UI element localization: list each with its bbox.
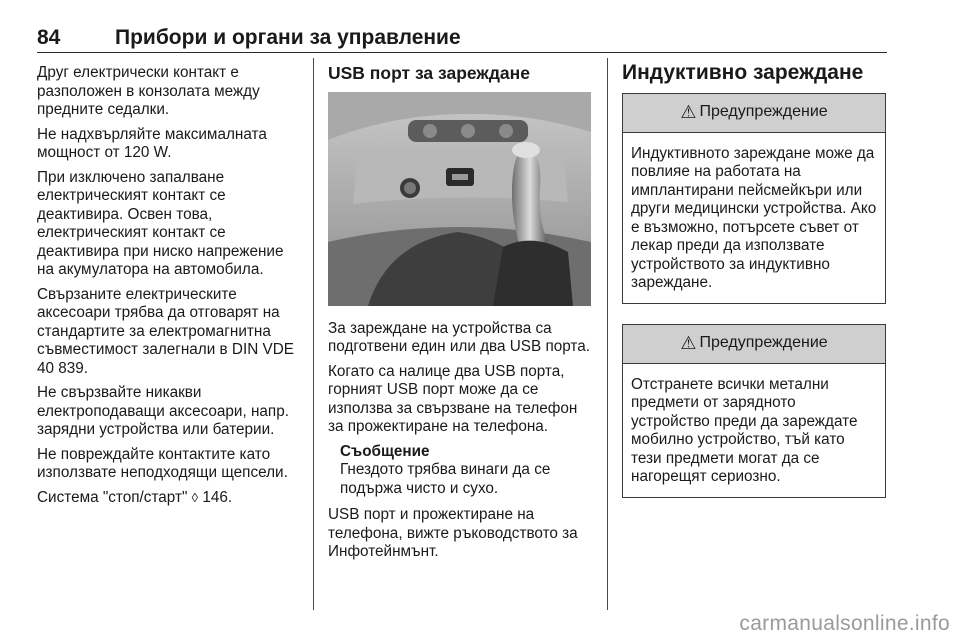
warning-text: Индуктивното зареждане може да повлияе на работата на имплантирани пейсмейкъри или други медицински устройства. Ако е възможно, потърсете съвет от лекар преди да използвате устройството за индуктивно зареждане. — [631, 144, 877, 291]
page-number: 84 — [37, 26, 61, 49]
usb-port-photo — [328, 92, 591, 306]
warning-title: Предупреждение — [699, 334, 828, 352]
paragraph: Не повреждайте контактите като използвате неподходящи щепсели. — [37, 445, 288, 481]
paragraph: Не свързвайте никакви електроподаващи аксесоари, напр. зарядни устройства или батерии. — [37, 384, 289, 438]
xref-text: Система "стоп/старт" — [37, 488, 188, 506]
section-heading-usb: USB порт за зареждане — [328, 63, 530, 83]
paragraph: Свързаните електрическите аксесоари трябва да отговарят на стандартите за електромагнитна съвместимост залегнали в DIN VDE 40 839. — [37, 285, 294, 377]
column-3 — [622, 61, 886, 518]
paragraph: За зареждане на устройства са подготвени един или два USB порта. — [328, 319, 591, 355]
warning-box — [622, 93, 886, 304]
xref-page: 146. — [202, 488, 233, 506]
section-heading-inductive: Индуктивно зареждане — [622, 61, 864, 84]
watermark[interactable]: carmanualsonline.info — [739, 612, 950, 635]
page-header — [37, 26, 887, 53]
warning-header — [623, 94, 885, 133]
column-2 — [328, 64, 596, 568]
paragraph: Не надхвърляйте максималната мощност от 120 W. — [37, 125, 267, 161]
warning-icon: ⚠ — [680, 102, 697, 123]
column-divider — [313, 58, 314, 610]
warning-header — [623, 325, 885, 364]
warning-text: Отстранете всички метални предмети от зарядното устройство преди да зареждате мобилно устройство, тъй като тези предмети могат да се нагорещят сериозно. — [631, 375, 858, 485]
page-ref-icon: ◊ — [191, 489, 199, 505]
warning-box — [622, 324, 886, 498]
note-block — [340, 443, 596, 499]
paragraph: USB порт и прожектиране на телефона, вижте ръководството за Инфотейнмънт. — [328, 506, 578, 560]
warning-title: Предупреждение — [699, 103, 828, 121]
cross-reference[interactable] — [37, 489, 299, 508]
warning-icon: ⚠ — [680, 333, 697, 354]
column-1 — [37, 64, 299, 513]
paragraph: При изключено запалване електрическият контакт се деактивира. Освен това, електрическият контакт се деактивира при ниско напрежение на акумулатора на автомобила. — [37, 168, 284, 278]
note-text: Гнездото трябва винаги да се подържа чисто и сухо. — [340, 461, 551, 497]
page-title: Прибори и органи за управление — [115, 26, 461, 49]
paragraph: Когато са налице два USB порта, горният USB порт може да се използва за свързване на телефон за прожектиране на телефона. — [328, 362, 578, 435]
note-title: Съобщение — [340, 442, 430, 460]
column-divider — [607, 58, 608, 610]
paragraph: Друг електрически контакт е разположен в конзолата между предните седалки. — [37, 64, 260, 118]
